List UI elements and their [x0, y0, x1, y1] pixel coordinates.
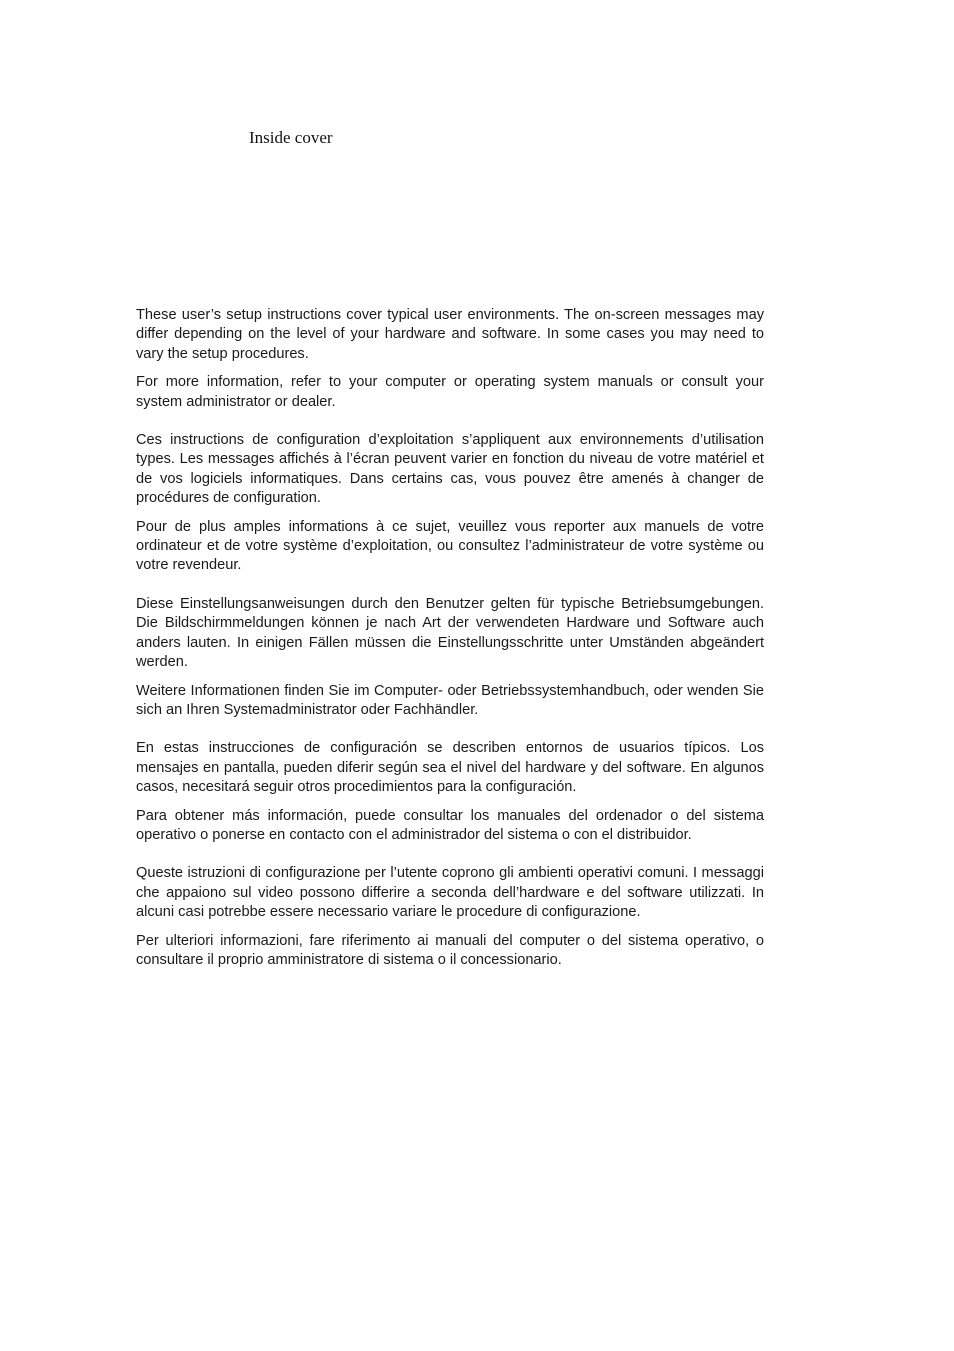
spanish-paragraph-1: En estas instrucciones de configuración se describen entornos de usuarios típicos. Los mensajes en pantalla, pueden diferir según sea el nivel del hardware y del software. En algunos casos, necesitará seguir otros procedimientos para la configuración.	[136, 740, 764, 796]
section-italian	[136, 864, 764, 970]
italian-paragraph-2: Per ulteriori informazioni, fare riferimento ai manuali del computer o del sistema operativo, o consultare il proprio amministratore di sistema o il concessionario.	[136, 932, 764, 968]
italian-paragraph-1: Queste istruzioni di configurazione per l’utente coprono gli ambienti operativi comuni. I messaggi che appaiono sul video possono differire a seconda dell’hardware e del software utilizzati. In alcuni casi potrebbe essere necessario variare le procedure di configurazione.	[136, 865, 764, 921]
german-paragraph-1: Diese Einstellungsanweisungen durch den Benutzer gelten für typische Betriebsumgebungen. Die Bildschirmmeldungen können je nach Art der verwendeten Hardware und Software auch anders lauten. In einigen Fällen müssen die Einstellungsschritte unter Umständen abgeändert werden.	[136, 595, 764, 671]
spanish-paragraph-2: Para obtener más información, puede consultar los manuales del ordenador o del sistema operativo o ponerse en contacto con el administrador del sistema o con el distribuidor.	[136, 807, 764, 843]
section-french	[136, 431, 764, 576]
english-paragraph-1: These user’s setup instructions cover typical user environments. The on-screen messages may differ depending on the level of your hardware and software. In some cases you may need to vary the setup procedures.	[136, 307, 764, 362]
inside-cover-label: Inside cover	[249, 128, 333, 147]
french-paragraph-2: Pour de plus amples informations à ce sujet, veuillez vous reporter aux manuels de votre ordinateur et de votre système d’exploitation, ou consultez l’administrateur de votre système ou votre revendeur.	[136, 518, 764, 574]
english-paragraph-2: For more information, refer to your computer or operating system manuals or consult your system administrator or dealer.	[136, 374, 764, 410]
section-spanish	[136, 739, 764, 845]
german-paragraph-2: Weitere Informationen finden Sie im Computer- oder Betriebssystemhandbuch, oder wenden Sie sich an Ihren Systemadministrator oder Fachhändler.	[136, 682, 764, 718]
section-german	[136, 595, 764, 720]
french-paragraph-1: Ces instructions de configuration d’exploitation s’appliquent aux environnements d’utilisation types. Les messages affichés à l’écran peuvent varier en fonction du niveau de votre matériel et de vos logiciels informatiques. Dans certains cas, vous pouvez être amenés à changer de procédures de configuration.	[136, 432, 764, 507]
section-english	[136, 306, 764, 412]
instructions-body	[136, 306, 764, 989]
